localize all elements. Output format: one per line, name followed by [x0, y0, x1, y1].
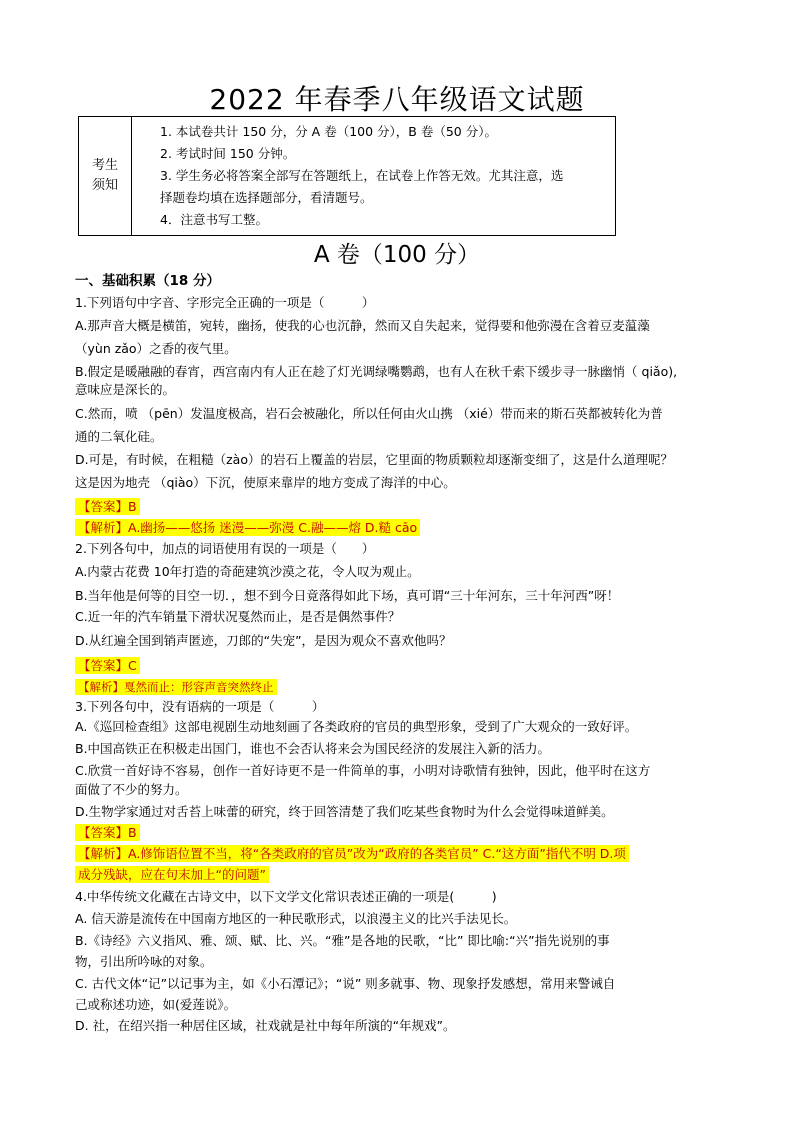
section-a-heading: A 卷（100 分） — [313, 242, 481, 268]
option-d: D.可是，有时候，在粗糙（zào）的岩石上覆盖的岩层，它里面的物质颗粒却逐渐变细了，这是什么道理呢？ — [75, 452, 673, 467]
analysis — [75, 519, 420, 537]
answer — [75, 824, 140, 842]
notice-item: 4．注意书写工整。 — [160, 212, 268, 227]
option-b: B.假定是暖融融的春宵，西宫南内有人正在趁了灯光调绿嘴鹦鹉，也有人在秋千索下缓步寻一脉幽悄（ qiǎo), — [75, 364, 678, 379]
notice-item: 择题卷均填在选择题部分，看清题号。 — [160, 190, 373, 205]
option-a: A.《巡回检查组》这部电视剧生动地刻画了各类政府的官员的典型形象，受到了广大观众的一致好评。 — [75, 719, 638, 734]
option-a: A.内蒙古花费 10年打造的奇葩建筑沙漠之花，令人叹为观止。 — [75, 564, 420, 579]
part-heading: 一、基础积累（18 分） — [75, 273, 220, 289]
analysis — [75, 678, 277, 696]
analysis — [75, 845, 629, 863]
option-c-cont: 己或称述功迹，如(爱莲说》。 — [75, 997, 237, 1012]
option-c-cont: 通的二氧化硅。 — [75, 429, 163, 444]
answer-text: 【答案】B — [75, 498, 140, 515]
exam-title: 2022 年春季八年级语文试题 — [209, 83, 585, 116]
option-b: B.中国高铁正在积极走出国门，谁也不会否认将来会为国民经济的发展注入新的活力。 — [75, 741, 551, 756]
analysis-text: 成分残缺，应在句末加上“的问题” — [75, 866, 269, 883]
notice-label-line-1: 考生 — [91, 158, 118, 173]
option-d: D.从红遍全国到销声匿迹，刀郎的“失宠”，是因为观众不喜欢他吗？ — [75, 633, 452, 648]
option-c: C.然而，喷 （pēn）发温度极高，岩石会被融化，所以任何由火山携 （xié）带而来的斯石英都被转化为普 — [75, 406, 663, 421]
answer-text: 【答案】C — [75, 657, 140, 674]
option-b-cont: 物，引出所吟咏的对象。 — [75, 954, 213, 969]
option-a-cont: （yùn zǎo）之香的夜气里。 — [75, 341, 237, 356]
option-d-cont: 这是因为地壳 （qiào）下沉，使原来靠岸的地方变成了海洋的中心。 — [75, 475, 456, 490]
option-a: A.那声音大概是横笛，宛转，幽扬，使我的心也沉静，然而又自失起来，觉得要和他弥漫在含着豆麦蕰藻 — [75, 318, 650, 333]
analysis-text: 【解析】A.修饰语位置不当，将“各类政府的官员”改为“政府的各类官员” C.“这方面”指代不明 D.项 — [75, 845, 629, 862]
option-d: D. 社，在绍兴指一种居住区域，社戏就是社中每年所演的“年规戏”。 — [75, 1018, 456, 1033]
option-c: C.欣赏一首好诗不容易，创作一首好诗更不是一件简单的事，小明对诗歌情有独钟，因此，他平时在这方 — [75, 763, 651, 778]
option-b-cont: 意味应是深长的。 — [75, 382, 176, 397]
notice-item: 2. 考试时间 150 分钟。 — [160, 146, 296, 161]
answer — [75, 657, 140, 675]
question-stem: 1.下列语句中字音、字形完全正确的一项是（ ） — [75, 295, 375, 310]
answer-text: 【答案】B — [75, 824, 140, 841]
notice-item: 3. 学生务必将答案全部写在答题纸上，在试卷上作答无效。尤其注意，选 — [160, 168, 564, 183]
notice-item: 1. 本试卷共计 150 分，分 A 卷（100 分），B 卷（50 分）。 — [160, 124, 497, 139]
analysis-text: 【解析】戛然而止：形容声音突然终止 — [75, 679, 277, 695]
question-stem: 4.中华传统文化藏在古诗文中，以下文学文化常识表述正确的一项是( ) — [75, 889, 497, 904]
answer — [75, 498, 140, 516]
option-c: C. 古代文体“记”以记事为主，如《小石潭记》；“说” 则多就事、物、现象抒发感想，常用来警诫自 — [75, 976, 616, 991]
option-b: B.当年他是何等的目空一切．，想不到今日竟落得如此下场，真可谓“三十年河东，三十年河西”呀！ — [75, 588, 620, 603]
analysis-cont — [75, 866, 269, 884]
analysis-text: 【解析】A.幽扬——悠扬 迷漫——弥漫 C.融——熔 D.糙 cāo — [75, 519, 420, 536]
option-a: A. 信天游是流传在中国南方地区的一种民歌形式，以浪漫主义的比兴手法见长。 — [75, 911, 517, 926]
question-stem: 3.下列各句中，没有语病的一项是（ ） — [75, 699, 325, 714]
question-stem: 2.下列各句中，加点的词语使用有误的一项是（ ） — [75, 541, 375, 556]
notice-label-line-2: 须知 — [91, 178, 118, 193]
option-d: D.生物学家通过对舌苔上味蕾的研究，终于回答清楚了我们吃某些食物时为什么会觉得味道鲜美。 — [75, 804, 614, 819]
option-b: B.《诗经》六义指风、雅、颂、赋、比、兴。“雅”是各地的民歌，“比” 即比喻:“兴”指先说别的事 — [75, 933, 610, 948]
option-c-cont: 面做了不少的努力。 — [75, 782, 188, 797]
option-c: C.近一年的汽车销量下滑状况戛然而止，是否是偶然事件？ — [75, 609, 401, 624]
